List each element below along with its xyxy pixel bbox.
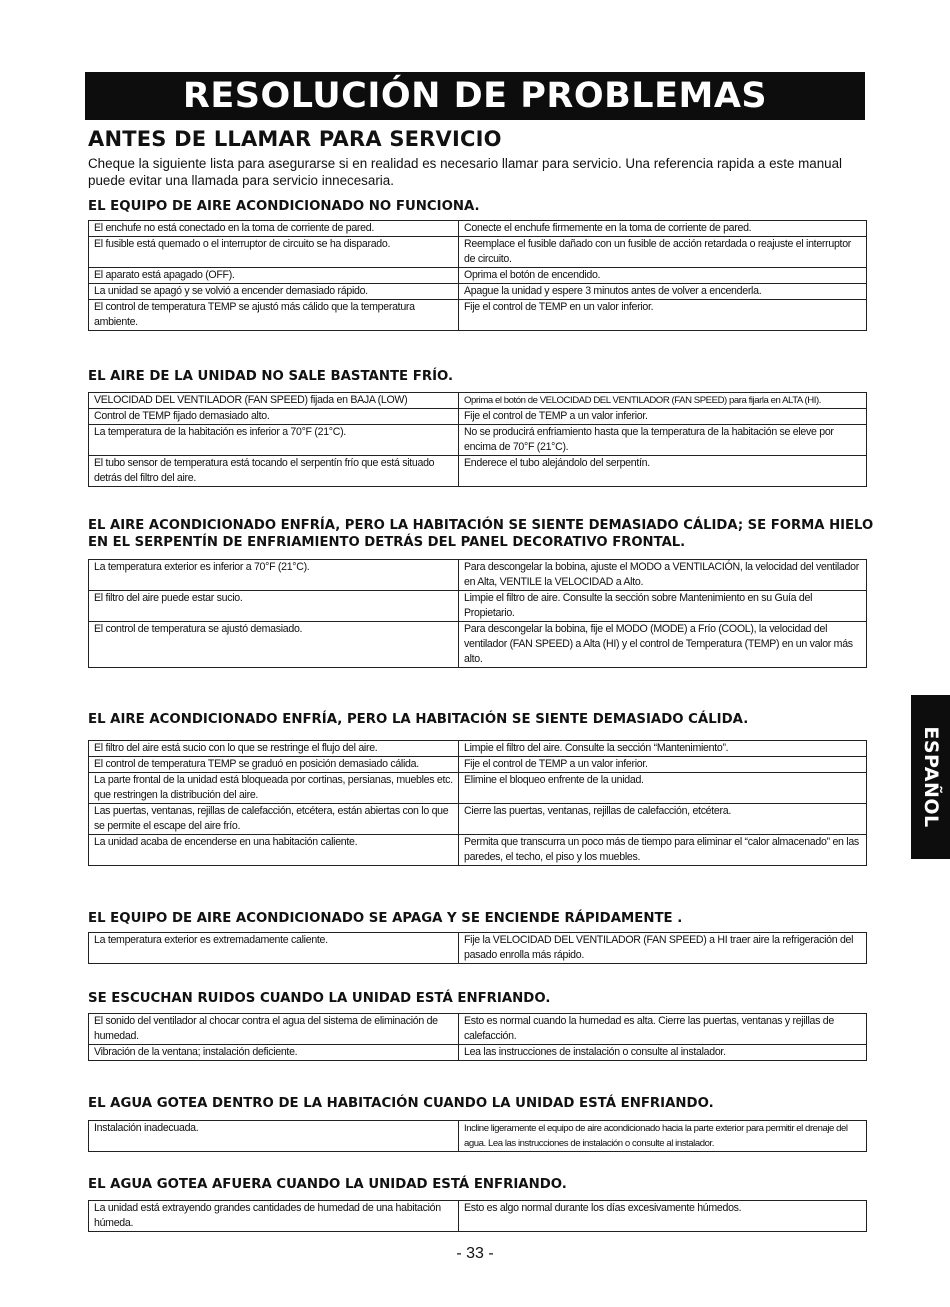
table-row [89,300,867,331]
troubleshooting-table [88,932,867,964]
problem-title: EL AIRE ACONDICIONADO ENFRÍA, PERO LA HABITACIÓN SE SIENTE DEMASIADO CÁLIDA; SE FORMA HIELO EN EL SERPENTÍN DE ENFRIAMIENTO DETRÁS DEL PANEL DECORATIVO FRONTAL. [88,518,874,550]
problem-title: EL AGUA GOTEA DENTRO DE LA HABITACIÓN CUANDO LA UNIDAD ESTÁ ENFRIANDO. [88,1096,714,1111]
cause-cell: VELOCIDAD DEL VENTILADOR (FAN SPEED) fijada en BAJA (LOW) [89,393,459,409]
problem-title: EL AIRE DE LA UNIDAD NO SALE BASTANTE FRÍO. [88,369,454,384]
table-row [89,393,867,409]
cause-cell: El filtro del aire puede estar sucio. [89,591,459,622]
problem-title: SE ESCUCHAN RUIDOS CUANDO LA UNIDAD ESTÁ ENFRIANDO. [88,991,551,1006]
troubleshooting-table [88,392,867,487]
solution-cell: Lea las instrucciones de instalación o consulte al instalador. [459,1045,867,1061]
table-row [89,835,867,866]
table-row [89,284,867,300]
table-row [89,425,867,456]
table-row [89,757,867,773]
solution-cell: Limpie el filtro del aire. Consulte la sección “Mantenimiento”. [459,741,867,757]
cause-cell: La parte frontal de la unidad está bloqueada por cortinas, persianas, muebles etc. que restringen la distribución del aire. [89,773,459,804]
table-row [89,804,867,835]
section-heading: ANTES DE LLAMAR PARA SERVICIO [88,127,502,151]
cause-cell: Control de TEMP fijado demasiado alto. [89,409,459,425]
table-row [89,622,867,668]
cause-cell: Instalación inadecuada. [89,1121,459,1152]
table-row [89,933,867,964]
solution-cell: No se producirá enfriamiento hasta que la temperatura de la habitación se eleve por encima de 70°F (21°C). [459,425,867,456]
solution-cell: Esto es algo normal durante los días excesivamente húmedos. [459,1201,867,1232]
troubleshooting-table [88,559,867,668]
cause-cell: La temperatura exterior es extremadamente caliente. [89,933,459,964]
page-banner: RESOLUCIÓN DE PROBLEMAS [85,72,865,120]
cause-cell: La temperatura de la habitación es inferior a 70°F (21°C). [89,425,459,456]
troubleshooting-table [88,1200,867,1232]
table-row [89,1201,867,1232]
troubleshooting-table [88,1120,867,1152]
solution-cell: Fije la VELOCIDAD DEL VENTILADOR (FAN SPEED) a HI traer aire la refrigeración del pasado enrolla más rápido. [459,933,867,964]
table-row [89,456,867,487]
solution-cell: Fije el control de TEMP en un valor inferior. [459,300,867,331]
solution-cell: Enderece el tubo alejándolo del serpentín. [459,456,867,487]
page-number: - 33 - [456,1245,494,1262]
cause-cell: La unidad está extrayendo grandes cantidades de humedad de una habitación húmeda. [89,1201,459,1232]
cause-cell: La temperatura exterior es inferior a 70°F (21°C). [89,560,459,591]
solution-cell: Cierre las puertas, ventanas, rejillas de calefacción, etcétera. [459,804,867,835]
solution-cell: Elimine el bloqueo enfrente de la unidad. [459,773,867,804]
language-tab [911,695,950,859]
table-row [89,409,867,425]
table-row [89,773,867,804]
solution-cell: Reemplace el fusible dañado con un fusible de acción retardada o reajuste el interruptor de circuito. [459,237,867,268]
cause-cell: El aparato está apagado (OFF). [89,268,459,284]
table-row [89,560,867,591]
cause-cell: La unidad se apagó y se volvió a encender demasiado rápido. [89,284,459,300]
table-row [89,268,867,284]
solution-cell: Permita que transcurra un poco más de tiempo para eliminar el “calor almacenado” en las paredes, el techo, el piso y los muebles. [459,835,867,866]
table-row [89,591,867,622]
solution-cell: Apague la unidad y espere 3 minutos antes de volver a encenderla. [459,284,867,300]
table-row [89,1045,867,1061]
solution-cell: Fije el control de TEMP a un valor inferior. [459,409,867,425]
solution-cell: Fije el control de TEMP a un valor inferior. [459,757,867,773]
solution-cell: Incline ligeramente el equipo de aire acondicionado hacia la parte exterior para permitir el drenaje del agua. Lea las instrucciones de instalación o consulte al instalador. [459,1121,867,1152]
cause-cell: El control de temperatura se ajustó demasiado. [89,622,459,668]
table-row [89,741,867,757]
solution-cell: Oprima el botón de encendido. [459,268,867,284]
cause-cell: Las puertas, ventanas, rejillas de calefacción, etcétera, están abiertas con lo que se permite el escape del aire frío. [89,804,459,835]
problem-title: EL EQUIPO DE AIRE ACONDICIONADO NO FUNCIONA. [88,199,480,214]
cause-cell: El control de temperatura TEMP se ajustó más cálido que la temperatura ambiente. [89,300,459,331]
problem-title: EL AIRE ACONDICIONADO ENFRÍA, PERO LA HABITACIÓN SE SIENTE DEMASIADO CÁLIDA. [88,712,749,727]
cause-cell: El fusible está quemado o el interruptor de circuito se ha disparado. [89,237,459,268]
cause-cell: Vibración de la ventana; instalación deficiente. [89,1045,459,1061]
table-row [89,221,867,237]
table-row [89,1014,867,1045]
troubleshooting-table [88,220,867,331]
table-row [89,237,867,268]
cause-cell: La unidad acaba de encenderse en una habitación caliente. [89,835,459,866]
table-row [89,1121,867,1152]
language-tab-label: ESPAÑOL [919,726,942,828]
solution-cell: Conecte el enchufe firmemente en la toma de corriente de pared. [459,221,867,237]
solution-cell: Para descongelar la bobina, ajuste el MODO a VENTILACIÓN, la velocidad del ventilador en Alta, VENTILE la VELOCIDAD a Alto. [459,560,867,591]
solution-cell: Limpie el filtro de aire. Consulte la sección sobre Mantenimiento en su Guía del Propietario. [459,591,867,622]
cause-cell: El filtro del aire está sucio con lo que se restringe el flujo del aire. [89,741,459,757]
troubleshooting-table [88,740,867,866]
cause-cell: El enchufe no está conectado en la toma de corriente de pared. [89,221,459,237]
cause-cell: El sonido del ventilador al chocar contra el agua del sistema de eliminación de humedad. [89,1014,459,1045]
cause-cell: El tubo sensor de temperatura está tocando el serpentín frío que está situado detrás del filtro del aire. [89,456,459,487]
cause-cell: El control de temperatura TEMP se graduó en posición demasiado cálida. [89,757,459,773]
troubleshooting-table [88,1013,867,1061]
problem-title: EL EQUIPO DE AIRE ACONDICIONADO SE APAGA Y SE ENCIENDE RÁPIDAMENTE . [88,911,683,926]
intro-paragraph: Cheque la siguiente lista para asegurarse si en realidad es necesario llamar para servicio. Una referencia rapida a este manual puede evitar una llamada para servicio innecesaria. [88,156,843,188]
solution-cell: Para descongelar la bobina, fije el MODO (MODE) a Frío (COOL), la velocidad del ventilador (FAN SPEED) a Alta (HI) y el control de Temperatura (TEMP) en un valor más alto. [459,622,867,668]
solution-cell: Esto es normal cuando la humedad es alta. Cierre las puertas, ventanas y rejillas de calefacción. [459,1014,867,1045]
problem-title: EL AGUA GOTEA AFUERA CUANDO LA UNIDAD ESTÁ ENFRIANDO. [88,1177,567,1192]
solution-cell: Oprima el botón de VELOCIDAD DEL VENTILADOR (FAN SPEED) para fijarla en ALTA (HI). [459,393,867,409]
